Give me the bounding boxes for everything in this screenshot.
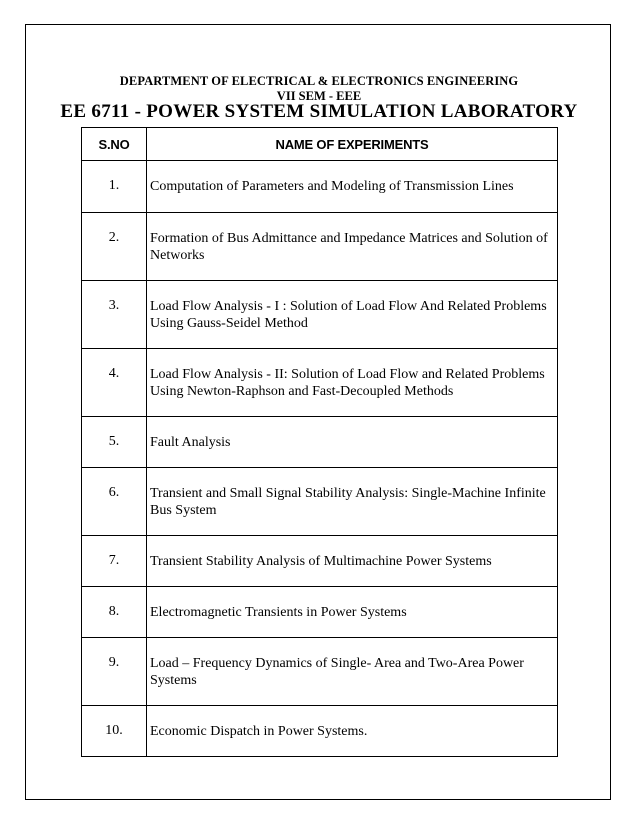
row-sno: 9. [82,638,147,706]
table-header-row [82,128,558,161]
row-sno: 8. [82,587,147,638]
row-sno: 6. [82,468,147,536]
row-experiment-name: Transient and Small Signal Stability Analysis: Single-Machine Infinite Bus System [147,468,558,536]
row-experiment-name: Fault Analysis [147,417,558,468]
row-sno: 2. [82,213,147,281]
row-sno: 10. [82,706,147,757]
lab-title: EE 6711 - POWER SYSTEM SIMULATION LABORATORY [60,101,578,122]
table-row [82,281,558,349]
table-row [82,536,558,587]
experiments-table [81,127,558,757]
row-experiment-name: Load Flow Analysis - I : Solution of Load Flow And Related Problems Using Gauss-Seidel Method [147,281,558,349]
row-sno: 5. [82,417,147,468]
column-header-name: NAME OF EXPERIMENTS [147,128,558,161]
semester-heading: VII SEM - EEE [276,89,362,103]
table-row [82,706,558,757]
table-row [82,161,558,213]
row-experiment-name: Electromagnetic Transients in Power Systems [147,587,558,638]
row-sno: 1. [82,161,147,213]
row-experiment-name: Formation of Bus Admittance and Impedance Matrices and Solution of Networks [147,213,558,281]
table-row [82,587,558,638]
table-row [82,349,558,417]
table-row [82,417,558,468]
column-header-sno: S.NO [82,128,147,161]
row-sno: 3. [82,281,147,349]
row-experiment-name: Load Flow Analysis - II: Solution of Load Flow and Related Problems Using Newton-Raphson and Fast-Decoupled Methods [147,349,558,417]
row-experiment-name: Economic Dispatch in Power Systems. [147,706,558,757]
department-heading: DEPARTMENT OF ELECTRICAL & ELECTRONICS ENGINEERING [119,74,519,88]
row-experiment-name: Load – Frequency Dynamics of Single- Area and Two-Area Power Systems [147,638,558,706]
row-sno: 4. [82,349,147,417]
row-experiment-name: Computation of Parameters and Modeling of Transmission Lines [147,161,558,213]
table-row [82,638,558,706]
table-row [82,213,558,281]
row-sno: 7. [82,536,147,587]
table-row [82,468,558,536]
row-experiment-name: Transient Stability Analysis of Multimachine Power Systems [147,536,558,587]
